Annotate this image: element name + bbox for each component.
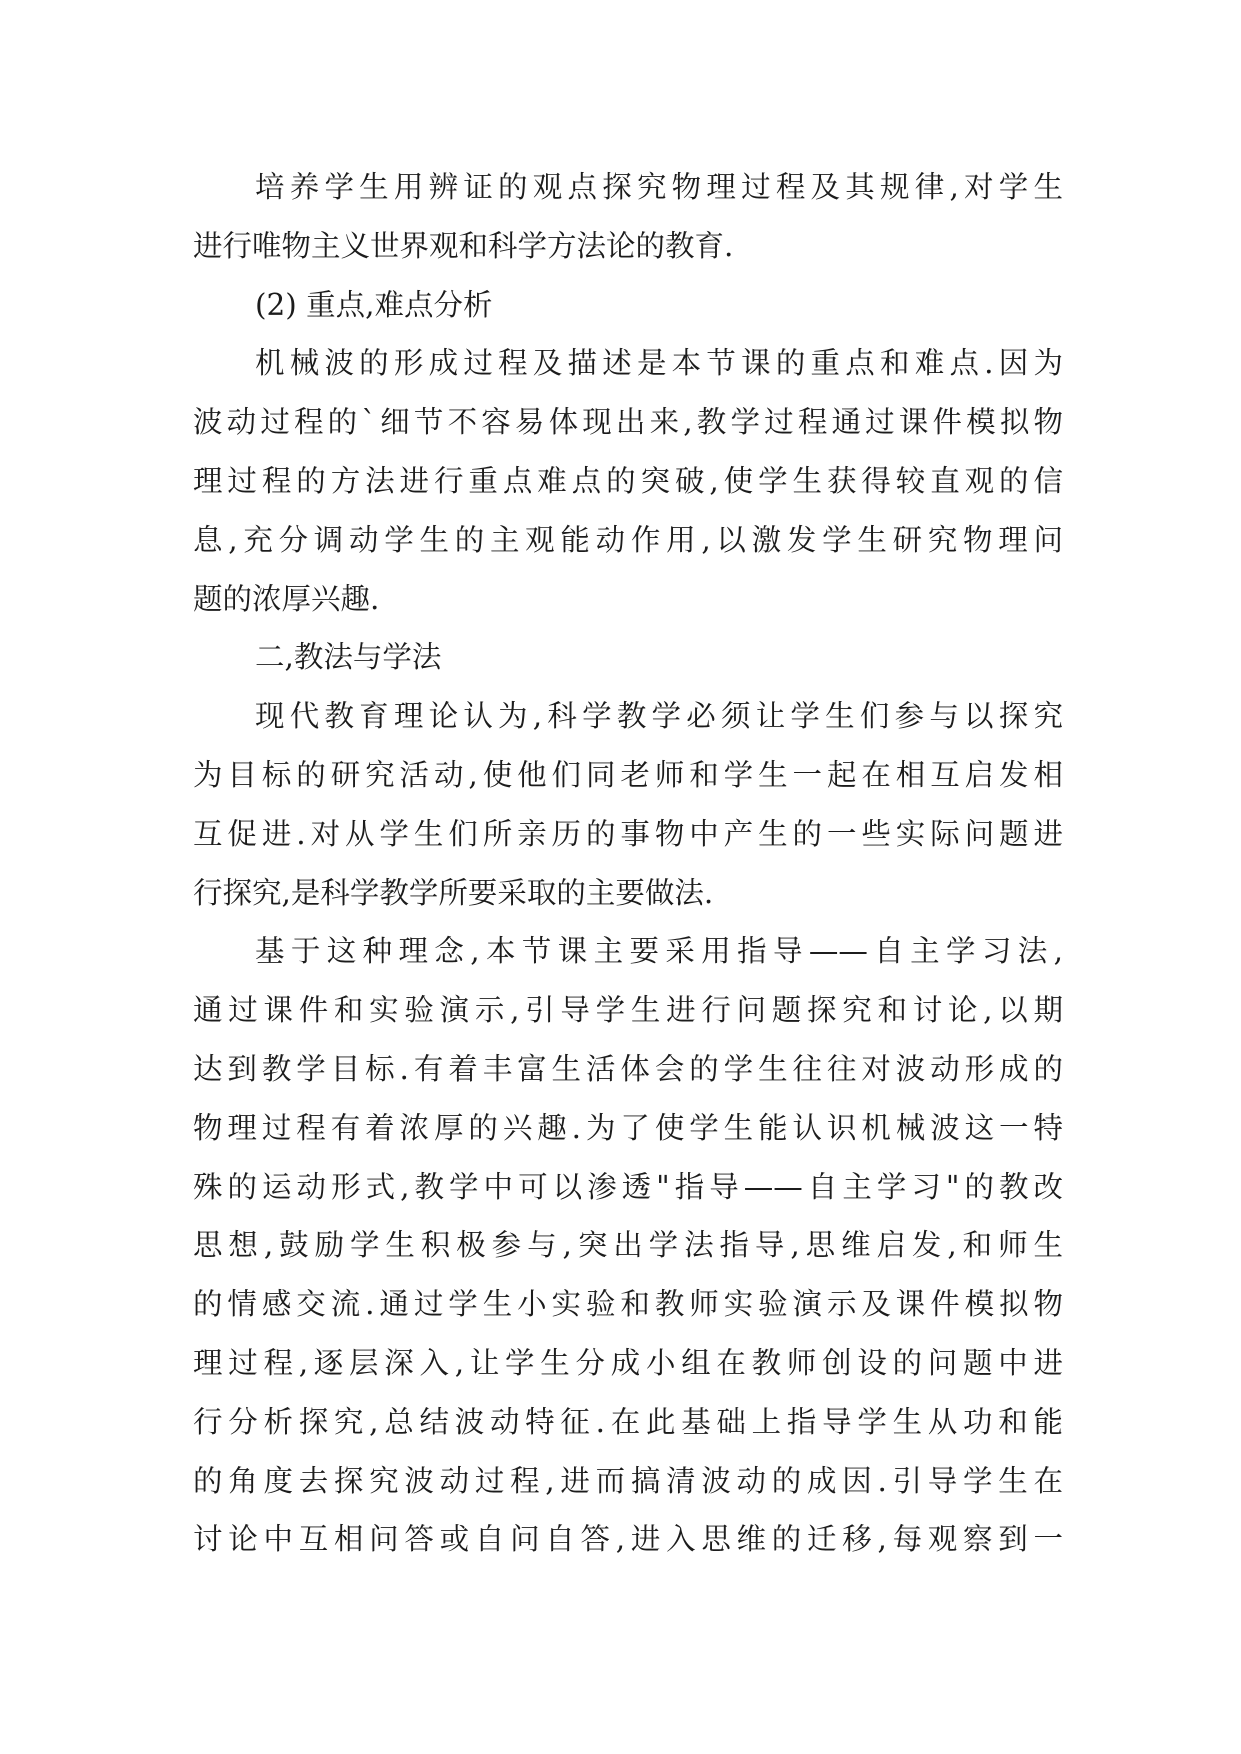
- paragraph-line: 通过课件和实验演示,引导学生进行问题探究和讨论,以期: [193, 993, 1063, 1028]
- paragraph-line: 行分析探究,总结波动特征.在此基础上指导学生从功和能: [193, 1404, 1063, 1439]
- paragraph-line: 物理过程有着浓厚的兴趣.为了使学生能认识机械波这一特: [193, 1110, 1063, 1145]
- paragraph-first-line: 机械波的形成过程及描述是本节课的重点和难点.因为: [255, 346, 1063, 381]
- paragraph-line: 题的浓厚兴趣.: [193, 581, 380, 616]
- paragraph-line: 波动过程的`细节不容易体现出来,教学过程通过课件模拟物: [193, 405, 1063, 440]
- paragraph-first-line: (2) 重点,难点分析: [255, 287, 493, 322]
- paragraph-first-line: 二,教法与学法: [255, 640, 442, 675]
- paragraph-line: 思想,鼓励学生积极参与,突出学法指导,思维启发,和师生: [193, 1228, 1063, 1263]
- paragraph-line: 达到教学目标.有着丰富生活体会的学生往往对波动形成的: [193, 1051, 1063, 1086]
- paragraph-line: 的角度去探究波动过程,进而搞清波动的成因.引导学生在: [193, 1463, 1063, 1498]
- paragraph-line: 理过程,逐层深入,让学生分成小组在教师创设的问题中进: [193, 1345, 1063, 1380]
- paragraph-first-line: 现代教育理论认为,科学教学必须让学生们参与以探究: [255, 699, 1063, 734]
- paragraph-line: 讨论中互相问答或自问自答,进入思维的迁移,每观察到一: [193, 1522, 1063, 1557]
- paragraph-line: 互促进.对从学生们所亲历的事物中产生的一些实际问题进: [193, 816, 1063, 851]
- paragraph-line: 息,充分调动学生的主观能动作用,以激发学生研究物理问: [193, 522, 1063, 557]
- paragraph-line: 行探究,是科学教学所要采取的主要做法.: [193, 875, 714, 910]
- paragraph-line: 理过程的方法进行重点难点的突破,使学生获得较直观的信: [193, 463, 1063, 498]
- paragraph-line: 的情感交流.通过学生小实验和教师实验演示及课件模拟物: [193, 1287, 1063, 1322]
- paragraph-line: 殊的运动形式,教学中可以渗透"指导——自主学习"的教改: [193, 1169, 1063, 1204]
- paragraph-line: 进行唯物主义世界观和科学方法论的教育.: [193, 228, 734, 263]
- paragraph-first-line: 基于这种理念,本节课主要采用指导——自主学习法,: [255, 934, 1063, 969]
- document-body: [193, 158, 1063, 1569]
- paragraph-first-line: 培养学生用辨证的观点探究物理过程及其规律,对学生: [255, 170, 1063, 204]
- paragraph-line: 为目标的研究活动,使他们同老师和学生一起在相互启发相: [193, 757, 1063, 792]
